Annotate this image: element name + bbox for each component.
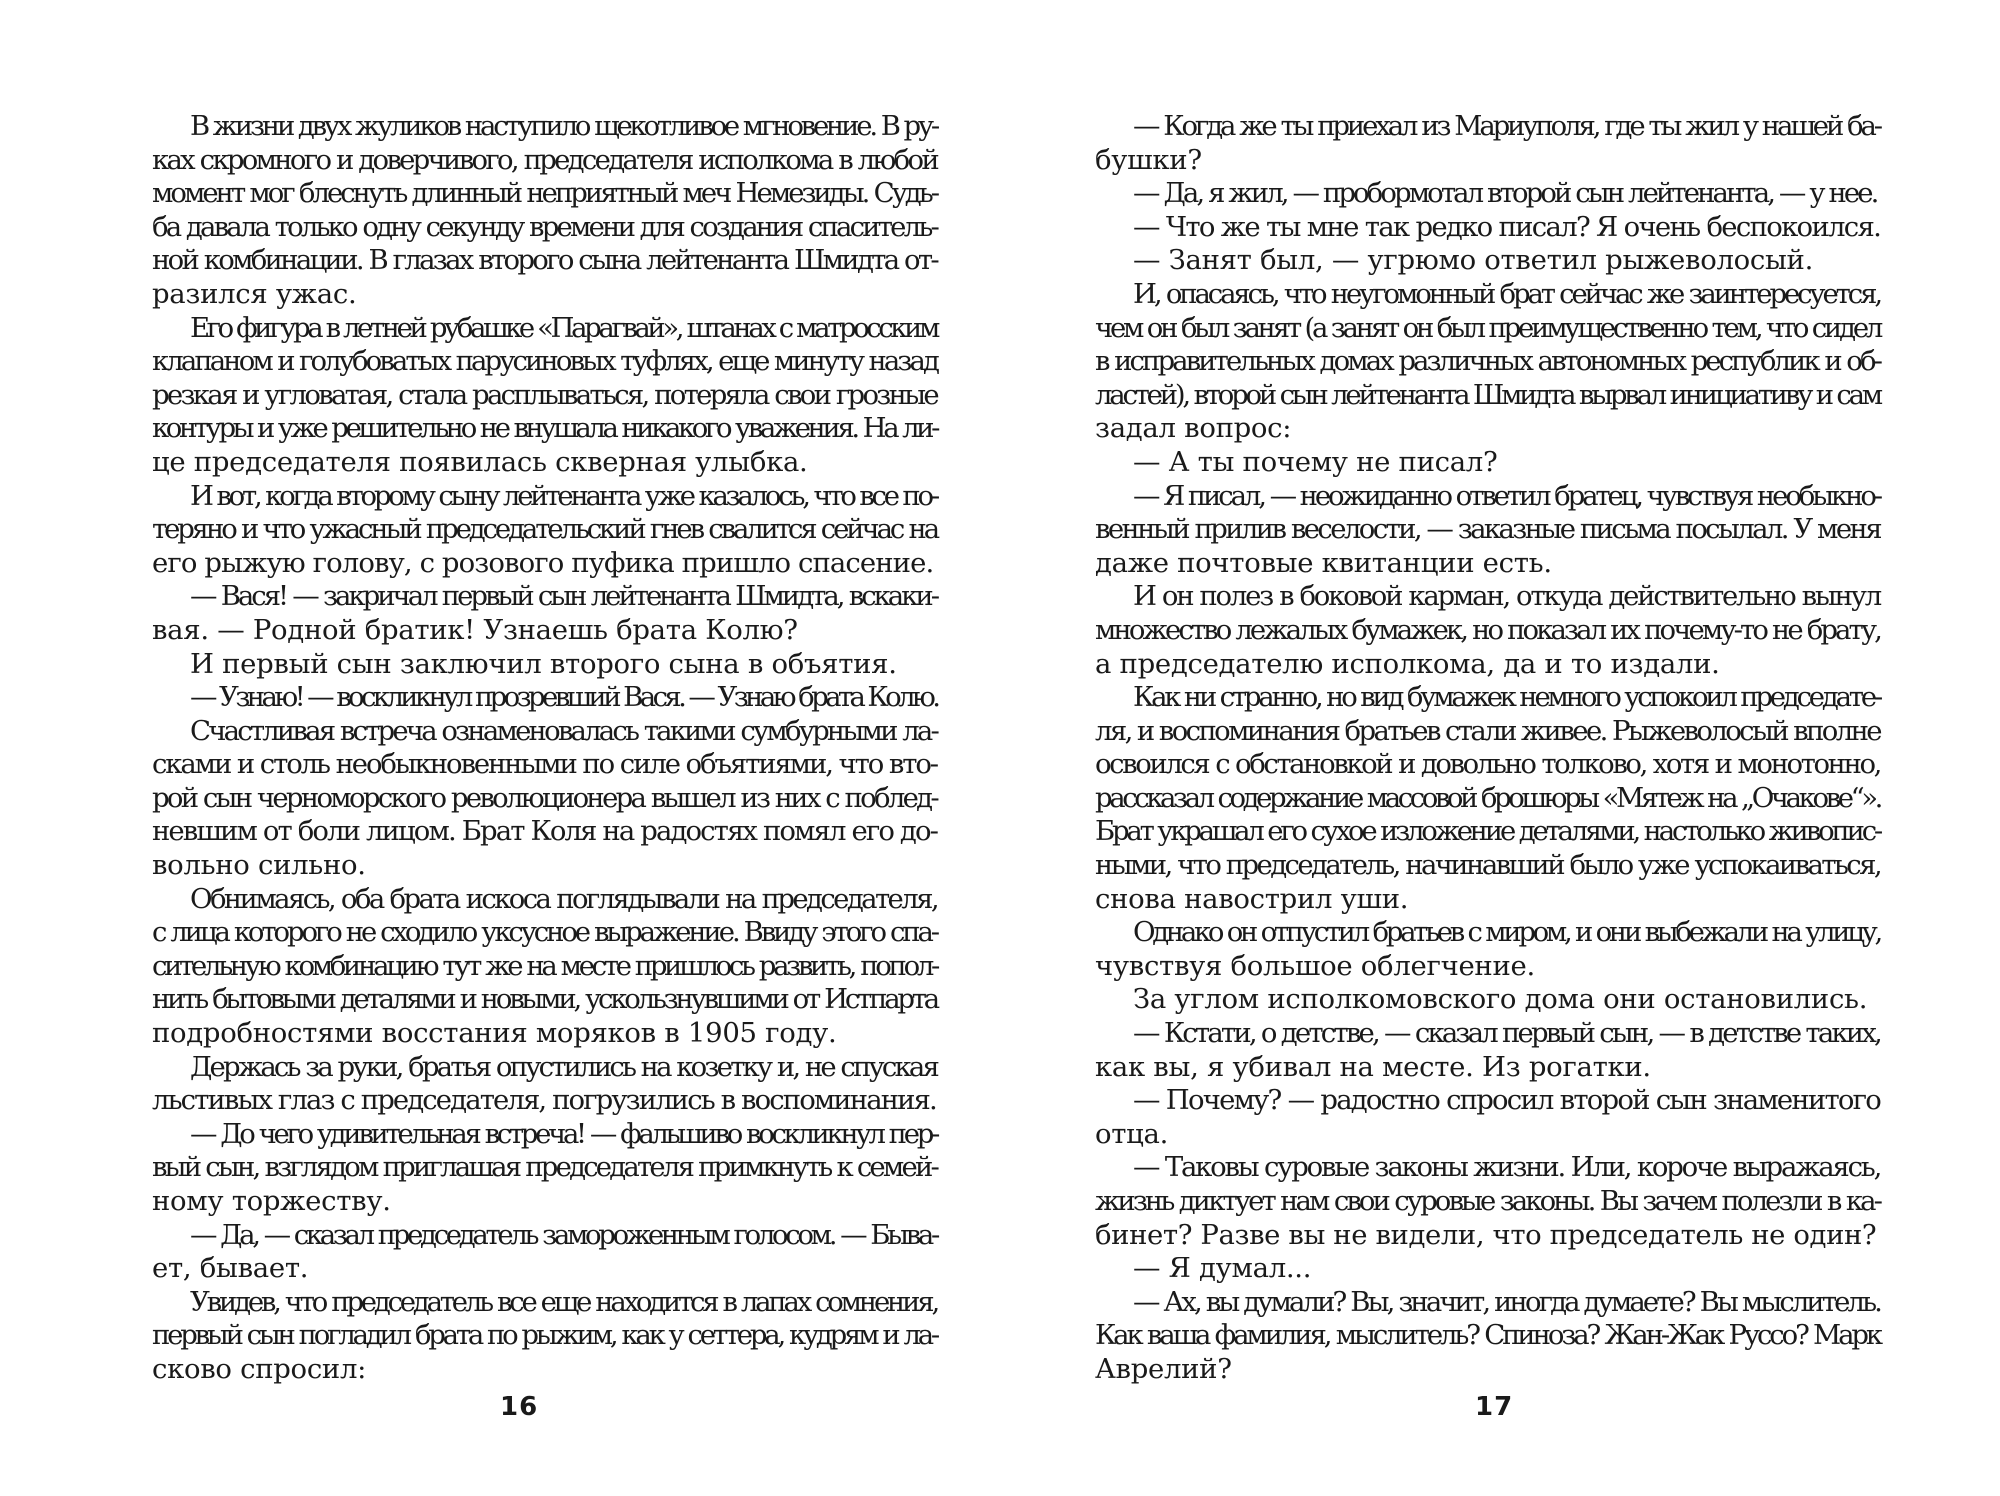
text-line: Увидев, что председатель все еще находится в лапах сомнения, [190,1285,937,1318]
text-line: — Ах, вы думали? Вы, значит, иногда думаете? Вы мыслитель. [1133,1285,1880,1318]
text-line: вольно сильно. [152,849,366,882]
text-line: — Таковы суровые законы жизни. Или, короче выражаясь, [1133,1151,1881,1184]
text-line: отца. [1095,1117,1169,1150]
text-line: рассказал содержание массовой брошюры «Мятеж на „Очакове“». [1095,781,1880,814]
text-line: — Я писал, — неожиданно ответил братец, чувствуя необыкно- [1133,479,1880,512]
text-line: Аврелий? [1095,1352,1232,1385]
text-line: — А ты почему не писал? [1133,445,1498,478]
text-line: чувствуя большое облегчение. [1095,949,1535,982]
text-line: разился ужас. [152,277,357,310]
text-line: Счастливая встреча ознаменовалась такими сумбурными ла- [190,714,937,747]
text-line: с лица которого не сходило уксусное выражение. Ввиду этого спа- [152,916,937,949]
text-line: — Что же ты мне так редко писал? Я очень беспокоился. [1133,210,1881,243]
text-line: — Почему? — радостно спросил второй сын знаменитого [1133,1084,1880,1117]
text-line: бинет? Разве вы не видели, что председатель не один? [1095,1218,1877,1251]
text-line: а председателю исполкома, да и то издали. [1095,647,1720,680]
text-line: освоился с обстановкой и довольно толково, хотя и монотонно, [1095,748,1880,781]
text-line: чем он был занят (а занят он был преимущественно тем, что сидел [1095,311,1881,344]
text-line: сково спросил: [152,1352,367,1385]
text-line: как вы, я убивал на месте. Из рогатки. [1095,1050,1651,1083]
text-line: подробностями восстания моряков в 1905 году. [152,1017,837,1050]
text-line: в исправительных домах различных автономных республик и об- [1095,345,1880,378]
text-line: сительную комбинацию тут же на месте пришлось развить, попол- [152,949,937,982]
text-line: ными, что председатель, начинавший было уже успокаиваться, [1095,849,1880,882]
text-line: Держась за руки, братья опустились на козетку и, не спуская [190,1050,937,1083]
text-line: — Да, я жил, — пробормотал второй сын лейтенанта, — у нее. [1133,177,1877,210]
text-line: И, опасаясь, что неугомонный брат сейчас же заинтересуется, [1133,277,1880,310]
text-line: — Вася! — закричал первый сын лейтенанта Шмидта, вскаки- [190,580,937,613]
text-line: ба давала только одну секунду времени для создания спаситель- [152,210,937,243]
text-line: его рыжую голову, с розового пуфика пришло спасение. [152,546,934,579]
right-page-number: 17 [1475,1392,1514,1422]
text-line: ках скромного и доверчивого, председателя исполкома в любой [152,143,937,176]
text-line: — Когда же ты приехал из Мариуполя, где ты жил у нашей ба- [1133,110,1880,142]
text-line: И первый сын заключил второго сына в объятия. [190,647,897,680]
left-page-text [152,110,937,1387]
text-line: За углом исполкомовского дома они остановились. [1133,983,1868,1016]
right-page-text [1095,110,1880,1387]
text-line: — Узнаю! — воскликнул прозревший Вася. — Узнаю брата Колю. [190,681,938,714]
text-line: первый сын погладил брата по рыжим, как у сеттера, кудрям и ла- [152,1319,937,1352]
text-line: момент мог блеснуть длинный неприятный меч Немезиды. Судь- [152,177,937,210]
text-line: вый сын, взглядом приглашая председателя примкнуть к семей- [152,1151,937,1184]
text-line: — Я думал... [1133,1252,1312,1285]
text-line: невшим от боли лицом. Брат Коля на радостях помял его до- [152,815,937,848]
text-line: контуры и уже решительно не внушала никакого уважения. На ли- [152,412,937,445]
text-line: вая. — Родной братик! Узнаешь брата Колю? [152,613,798,646]
text-line: — Кстати, о детстве, — сказал первый сын, — в детстве таких, [1133,1017,1880,1050]
text-line: Однако он отпустил братьев с миром, и они выбежали на улицу, [1133,916,1880,949]
text-line: снова навострил уши. [1095,882,1409,915]
text-line: В жизни двух жуликов наступило щекотливое мгновение. В ру- [190,110,937,142]
text-line: клапаном и голубоватых парусиновых туфлях, еще минуту назад [152,345,937,378]
text-line: це председателя появилась скверная улыбка. [152,445,808,478]
text-line: ет, бывает. [152,1252,309,1285]
text-line: множество лежалых бумажек, но показал их почему-то не брату, [1095,613,1880,646]
text-line: теряно и что ужасный председательский гнев свалится сейчас на [152,513,937,546]
text-line: И вот, когда второму сыну лейтенанта уже казалось, что все по- [190,479,937,512]
text-line: — До чего удивительная встреча! — фальшиво воскликнул пер- [190,1117,937,1150]
text-line: бушки? [1095,143,1202,176]
text-line: Как ни странно, но вид бумажек немного успокоил председате- [1133,681,1880,714]
text-line: Обнимаясь, оба брата искоса поглядывали на председателя, [190,882,937,915]
text-line: И он полез в боковой карман, откуда действительно вынул [1133,580,1880,613]
text-line: сками и столь необыкновенными по силе объятиями, что вто- [152,748,937,781]
text-line: венный прилив веселости, — заказные письма посылал. У меня [1095,513,1880,546]
text-line: задал вопрос: [1095,412,1292,445]
text-line: ля, и воспоминания братьев стали живее. Рыжеволосый вполне [1095,714,1880,747]
text-line: ному торжеству. [152,1185,391,1217]
text-line: жизнь диктует нам свои суровые законы. Вы зачем полезли в ка- [1095,1185,1880,1217]
text-line: Брат украшал его сухое изложение деталями, настолько живопис- [1095,815,1880,848]
text-line: резкая и угловатая, стала расплываться, потеряла свои грозные [152,378,937,411]
left-page-number: 16 [500,1392,539,1422]
text-line: льстивых глаз с председателя, погрузились в воспоминания. [152,1084,936,1117]
text-line: — Занят был, — угрюмо ответил рыжеволосый. [1133,244,1814,277]
text-line: ластей), второй сын лейтенанта Шмидта вырвал инициативу и сам [1095,378,1880,411]
text-line: нить бытовыми деталями и новыми, ускользнувшими от Истпарта [152,983,937,1016]
text-line: — Да, — сказал председатель замороженным голосом. — Быва- [190,1218,937,1251]
text-line: Его фигура в летней рубашке «Парагвай», штанах с матросским [190,311,938,344]
text-line: ной комбинации. В глазах второго сына лейтенанта Шмидта от- [152,244,937,277]
text-line: рой сын черноморского революционера вышел из них с поблед- [152,781,937,814]
text-line: Как ваша фамилия, мыслитель? Спиноза? Жан-Жак Руссо? Марк [1095,1319,1880,1352]
text-line: даже почтовые квитанции есть. [1095,546,1552,579]
